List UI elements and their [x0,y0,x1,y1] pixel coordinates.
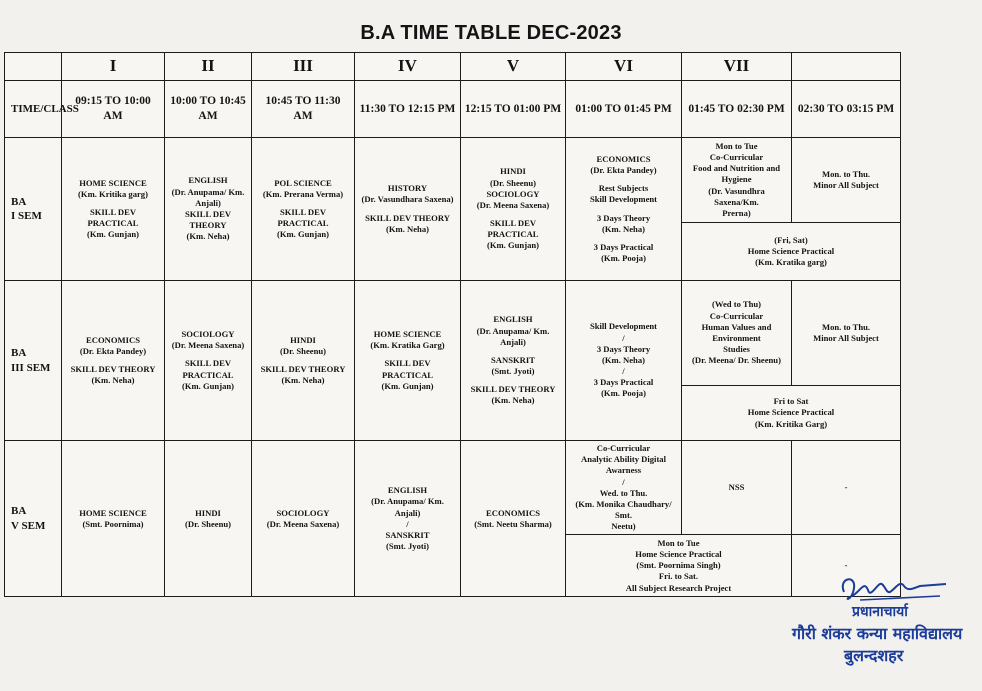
cell-line: BA [11,505,27,518]
cell-line: (Dr. Ekta Pandey) [79,345,147,356]
cell-line: HOME SCIENCE [79,177,147,188]
class-cell [792,441,901,535]
cell-line: III SEM [11,361,51,374]
cell-line: ENGLISH [387,485,428,496]
cell-line: SKILL DEV THEORY [70,364,156,374]
cell-line: (Dr. Sheenu) [185,518,231,529]
class-cell [252,281,355,441]
cell-line: (Dr. Sheenu) [280,345,326,356]
sem-label [5,441,62,597]
cell-line: ENGLISH [493,314,533,325]
cell-line: HINDI [195,507,221,518]
class-cell [252,441,355,597]
sem1-row-a [5,138,901,223]
cell-line: SANSKRIT [491,354,535,365]
cell-line: SOCIOLOGY [276,507,330,518]
cell-line: (Dr. Meena Saxena) [476,199,550,210]
cell-line: Human Values and Environment [701,321,772,343]
cell-gap [569,206,678,213]
cell-line: Mon to Tue [715,140,758,151]
timetable [4,52,901,597]
cell-line: (Dr. Meena/ Dr. Sheenu) [692,355,781,366]
cell-gap [65,357,161,364]
sem-label [5,138,62,281]
cell-line: Mon to Tue [657,537,700,548]
cell-line: Rest Subjects [598,183,649,194]
time-slot: 12:15 TO 01:00 PM [461,81,566,138]
cell-gap [569,235,678,242]
cell-line: (Km. Neha) [386,223,429,234]
time-slot: 10:45 TO 11:30 AM [252,81,355,138]
cell-line: Minor All Subject [813,180,879,190]
cell-gap [255,200,351,207]
cell-line: Mon. to Thu. [821,168,871,179]
class-cell [566,281,682,441]
cell-line: SKILL DEV THEORY [470,384,556,395]
cell-line: (Smt. Jyoti) [386,541,429,552]
cell-line: BA [11,347,27,360]
cell-line: ECONOMICS [86,334,140,345]
cell-line: (Km. Kritika Garg) [754,418,828,429]
cell-line: I SEM [11,210,42,222]
cell-line: Co-Curricular [709,152,764,163]
class-cell [792,281,901,386]
cell-line: (Km. Neha) [91,375,135,386]
time-slot: 01:00 TO 01:45 PM [566,81,682,138]
cell-line: Wed. to Thu. [599,487,648,498]
time-slot: 11:30 TO 12:15 PM [355,81,461,138]
college-city: बुलन्दशहर [844,646,904,665]
cell-gap [569,176,678,183]
cell-line: (Km. Pooja) [601,253,646,264]
cell-line: SKILL DEV PRACTICAL [277,206,329,229]
cell-line: SOCIOLOGY [181,329,235,340]
cell-line: (Dr. Meena Saxena) [171,340,245,351]
cell-line: (Dr. Anupama/ Km. [171,186,245,197]
cell-line: Analytic Ability Digital Awarness [581,454,666,476]
class-cell [792,138,901,223]
cell-line: Fri to Sat [773,396,809,407]
class-cell [566,535,792,597]
time-slot: 01:45 TO 02:30 PM [682,81,792,138]
cell-line: (Km. Pooja) [601,388,646,399]
cell-line: 3 Days Theory [596,343,651,354]
cell-line: (Km. Kratika Garg) [370,340,445,351]
time-slot: 09:15 TO 10:00 AM [62,81,165,138]
cell-line: SANSKRIT [385,529,430,540]
cell-line: SKILL DEV [184,358,232,369]
cell-line: 3 Days Practical [593,377,654,388]
class-cell [355,138,461,281]
cell-line: SKILL DEV THEORY [260,364,346,374]
class-cell [566,441,682,535]
cell-gap [65,200,161,207]
cell-line: - [844,560,848,571]
cell-line: (Fri, Sat) [774,234,808,245]
cell-line: Minor All Subject [813,333,879,343]
period-header: III [252,53,355,81]
cell-line: HOME SCIENCE [373,329,442,340]
cell-gap [358,351,457,358]
period-header [792,53,901,81]
sem3-row-a [5,281,901,386]
cell-line: V SEM [11,519,46,532]
cell-gap [464,211,562,218]
cell-line: (Dr. Vasundhra Saxena/Km. [708,185,765,207]
cell-line: ECONOMICS [596,153,651,164]
class-cell [566,138,682,281]
cell-line: All Subject Research Project [625,582,732,593]
cell-line: Studies [723,344,750,355]
cell-line: (Km. Neha) [491,395,535,406]
cell-line: (Km. Kritika garg) [78,188,148,199]
cell-line: HINDI [500,166,526,177]
class-cell [461,281,566,441]
cell-gap [255,357,351,364]
cell-line: (Dr. Ekta Pandey) [590,164,657,175]
cell-line: Skill Development [589,194,658,205]
cell-line: Neetu) [611,521,636,532]
class-cell [62,441,165,597]
college-name: गौरी शंकर कन्या महाविद्यालय [792,624,963,643]
cell-line: (Dr. Meena Saxena) [266,518,340,529]
cell-line: (Dr. Sheenu) [490,177,536,188]
cell-gap [168,351,248,358]
class-cell [682,223,901,281]
cell-line: Fri. to Sat. [658,571,699,582]
time-slot: 10:00 TO 10:45 AM [165,81,252,138]
signature-scribble-icon [830,570,950,606]
cell-line: Anjali) [195,197,221,208]
cell-line: / [622,366,625,377]
cell-line: (Dr. Anupama/ Km. Anjali) [371,496,444,518]
time-class-label: TIME/CLASS [5,81,62,138]
time-slot: 02:30 TO 03:15 PM [792,81,901,138]
cell-line: SKILL DEV PRACTICAL [381,358,434,380]
cell-line: (Km. Gunjan) [181,380,235,391]
cell-line: PRACTICAL [182,369,234,380]
cell-line: Co-Curricular [596,443,651,453]
cell-line: (Km. Gunjan) [86,229,140,240]
cell-line: Food and Nutrition and Hygiene [692,163,781,185]
class-cell [682,386,901,441]
class-cell [165,441,252,597]
period-row [5,53,901,81]
cell-line: Mon. to Thu. [821,321,871,332]
class-cell [252,138,355,281]
class-cell [461,441,566,597]
page-title: B.A TIME TABLE DEC-2023 [360,22,622,44]
cell-line: 3 Days Practical [593,241,654,252]
class-cell [682,138,792,223]
principal-signature [792,570,980,685]
cell-line: SKILL DEV THEORY [365,212,450,223]
period-header: II [165,53,252,81]
cell-line: / [406,518,409,529]
class-cell [682,441,792,535]
class-cell [682,281,792,386]
cell-line: (Dr. Anupama/ Km. Anjali) [476,325,550,347]
period-header: VII [682,53,792,81]
cell-line: - [844,482,848,493]
cell-line: / [622,332,625,343]
cell-line: (Dr. Vasundhara Saxena) [361,194,454,205]
cell-line: Home Science Practical [747,245,835,256]
cell-line: (Km. Monika Chaudhary/ Smt. [575,498,672,521]
cell-line: ENGLISH [188,175,228,186]
cell-line: (Smt. Poornima Singh) [636,560,721,571]
time-row [5,81,901,138]
class-cell [355,281,461,441]
cell-line: SKILL DEV PRACTICAL [87,206,139,229]
period-header: I [62,53,165,81]
cell-line: Home Science Practical [635,549,722,560]
cell-line: (Km. Gunjan) [276,229,330,240]
cell-line: BA [11,195,27,208]
cell-line: Home Science Practical [747,407,835,418]
period-header: VI [566,53,682,81]
class-cell [461,138,566,281]
cell-line: Skill Development [589,321,658,332]
cell-line: (Km. Neha) [186,231,230,242]
cell-line: SKILL DEV PRACTICAL [487,218,539,240]
cell-line: (Smt. Neetu Sharma) [474,518,552,529]
cell-line: (Km. Gunjan) [381,380,434,391]
cell-line: (Km. Prerana Verma) [262,188,344,199]
cell-line: ECONOMICS [486,507,540,518]
principal-title: प्रधानाचार्या [852,604,908,620]
cell-line: Co-Curricular [709,310,764,321]
period-header: V [461,53,566,81]
class-cell [355,441,461,597]
cell-line: (Km. Kratika garg) [755,257,827,268]
sem5-row-a [5,441,901,535]
cell-line: 3 Days Theory [596,212,651,223]
period-header: IV [355,53,461,81]
cell-line: (Km. Neha) [602,354,645,365]
cell-line: POL SCIENCE [274,177,332,188]
cell-gap [464,377,562,384]
cell-line: (Wed to Thu) [711,299,762,310]
cell-line: (Km. Gunjan) [486,240,540,251]
cell-gap [358,206,457,213]
cell-line: SOCIOLOGY [486,188,540,199]
class-cell [62,281,165,441]
cell-line: HINDI [290,334,316,345]
cell-line: / [622,476,625,487]
cell-line: (Km. Neha) [281,375,325,386]
class-cell [165,138,252,281]
cell-gap [464,348,562,355]
cell-line: HOME SCIENCE [79,507,147,518]
class-cell [165,281,252,441]
cell-line: SKILL DEV THEORY [184,209,232,231]
cell-line: Prerna) [722,207,751,218]
class-cell [62,138,165,281]
cell-line: HISTORY [387,183,428,194]
cell-line: (Smt. Jyoti) [491,366,535,377]
cell-line: (Smt. Poornima) [82,518,144,529]
cell-line: (Km. Neha) [602,223,645,234]
cell-line: NSS [728,482,745,493]
sem-label [5,281,62,441]
header-corner [5,53,62,81]
